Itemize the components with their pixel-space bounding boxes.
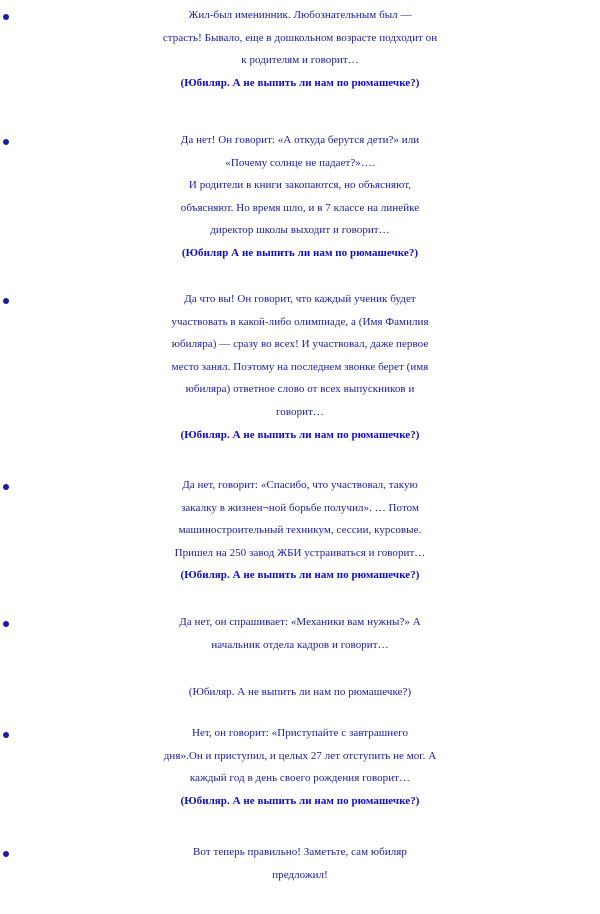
paragraph-7 — [0, 722, 600, 812]
text-line: директор школы выходит и говорит… — [210, 224, 390, 237]
text-line: Да нет, он спрашивает: «Механики вам нужны?» А — [179, 616, 421, 628]
refrain-line: (Юбиляр. А не выпить ли нам по рюмашечке?) — [180, 569, 420, 582]
text-line: страсть! Бывало, еще в дошкольном возрасте подходит он — [162, 31, 438, 44]
text-line: к родителям и говорит… — [241, 54, 359, 67]
paragraph-6 — [0, 681, 600, 704]
text-line: юбиляра) ответное слово от всех выпускников и — [185, 383, 415, 396]
text-line: Вот теперь правильно! Заметьте, сам юбиляр — [193, 846, 407, 858]
text-line: машиностроительный техникум, сессии, курсовые. — [178, 524, 422, 537]
text-line: «Почему солнце не падает?»…. — [225, 156, 375, 169]
paragraph-1 — [0, 4, 600, 94]
text-line: дня».Он и приступил, и целых 27 лет отступить не мог. А — [163, 749, 437, 762]
text-line: Да нет, говорит: «Спасибо, что участвовал, такую — [182, 479, 418, 491]
refrain-line: (Юбиляр. А не выпить ли нам по рюмашечке?) — [180, 794, 420, 807]
refrain-line: (Юбиляр. А не выпить ли нам по рюмашечке?) — [180, 76, 420, 89]
paragraph-5 — [0, 611, 600, 656]
refrain-line: (Юбиляр. А не выпить ли нам по рюмашечке?) — [180, 428, 420, 441]
text-line: каждый год в день своего рождения говорит… — [189, 772, 411, 785]
paragraph-3 — [0, 288, 600, 446]
text-line: предложил! — [272, 868, 328, 881]
text-line: Нет, он говорит: «Приступайте с завтрашнего — [192, 727, 408, 739]
paragraph-2 — [0, 129, 600, 265]
text-line: начальник отдела кадров и говорит… — [211, 638, 389, 651]
text-line: Да нет! Он говорит: «А откуда берутся дети?» или — [180, 134, 420, 146]
refrain-line-plain: (Юбиляр. А не выпить ли нам по рюмашечке?) — [188, 686, 412, 698]
paragraph-4 — [0, 474, 600, 587]
text-line: место занял. Поэтому на последнем звонке берет (имя — [171, 360, 429, 373]
text-line: объясняют. Но время шло, и в 7 классе на линейке — [180, 201, 420, 214]
text-line: Жил-был именинник. Любознательным был — — [188, 9, 412, 21]
text-line: закалку в жизнен¬ной борьбе получил». … Потом — [180, 501, 420, 514]
text-line: говорит… — [276, 405, 324, 418]
text-line: Да что вы! Он говорит, что каждый ученик будет — [184, 293, 416, 305]
paragraph-8 — [0, 841, 600, 886]
refrain-line: (Юбиляр А не выпить ли нам по рюмашечке?) — [181, 246, 419, 259]
text-line: участвовать в какой-либо олимпиаде, а (Имя Фамилия — [171, 315, 429, 328]
text-line: И родители в книги закопаются, но объясняют, — [188, 179, 412, 192]
text-line: юбиляра) — сразу во всех! И участвовал, даже первое — [171, 338, 429, 351]
text-line: Пришел на 250 завод ЖБИ устраиваться и говорит… — [174, 546, 426, 559]
